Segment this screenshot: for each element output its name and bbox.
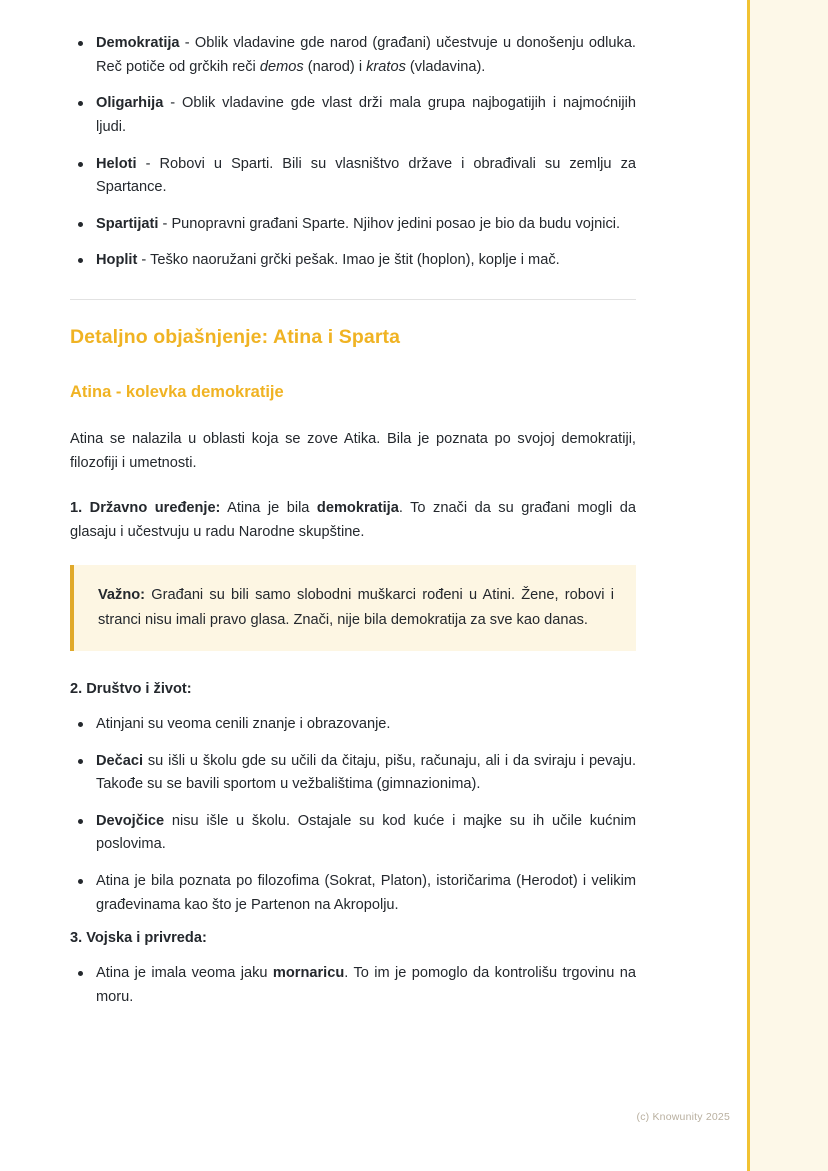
point-1-paragraph (70, 497, 636, 544)
list-item-text-b: . To im je pomoglo da kontrolišu trgovinu na moru. (96, 965, 636, 1005)
glossary-italic-demos: demos (259, 58, 304, 75)
list-item (70, 810, 636, 857)
callout-label: Važno: (98, 586, 146, 603)
callout-text: Građani su bili samo slobodni muškarci rođeni u Atini. Žene, robovi i stranci nisu imali pravo glasa. Znači, nije bila demokratija za sve kao danas. (98, 586, 614, 628)
glossary-text-3: (vladavina). (405, 58, 486, 75)
callout-paragraph (98, 583, 614, 633)
glossary-term: Heloti (96, 155, 137, 172)
list-item (70, 249, 636, 273)
glossary-dash: - (137, 252, 151, 269)
glossary-dash: - (163, 95, 182, 112)
point-2-list (70, 713, 636, 917)
glossary-text: Oblik vladavine gde vlast drži mala grupa najbogatijih i najmoćnijih ljudi. (96, 95, 636, 135)
list-item-text-a: Atina je imala veoma jaku (96, 965, 273, 982)
glossary-term: Demokratija (96, 35, 180, 51)
left-margin (0, 0, 48, 1171)
right-accent-rule (747, 0, 750, 1171)
list-item (70, 870, 636, 917)
list-item (70, 92, 636, 139)
glossary-dash: - (158, 215, 172, 232)
point-3-list (70, 962, 636, 1009)
page-title: Detaljno objašnjenje: Atina i Sparta (70, 326, 401, 349)
glossary-text: Robovi u Sparti. Bili su vlasništvo države i obrađivali su zemlju za Spartance. (96, 155, 636, 196)
list-item (70, 750, 636, 797)
glossary-term: Hoplit (96, 252, 138, 269)
glossary-dash: - (136, 155, 160, 172)
glossary-term: Spartijati (96, 215, 159, 232)
point-2-heading: 2. Društvo i život: (70, 680, 192, 697)
point-3-heading: 3. Vojska i privreda: (70, 930, 207, 947)
list-item-text: su išli u školu gde su učili da čitaju, pišu, računaju, ali i da sviraju i pevaju. Takođe su se bavili sportom u vežbalištima (gimnazionima). (96, 752, 636, 793)
list-item-bold: Dečaci (96, 752, 144, 769)
point-1-text-b: . To znači da su građani mogli da glasaju i učestvuju u radu Narodne skupštine. (70, 500, 636, 541)
list-item-text: Atinjani su veoma cenili znanje i obrazovanje. (96, 715, 391, 732)
list-item-bold: mornaricu (272, 965, 345, 982)
glossary-term: Oligarhija (96, 95, 164, 112)
glossary-italic-kratos: kratos (366, 58, 406, 75)
intro-paragraph: Atina se nalazila u oblasti koja se zove Atika. Bila je poznata po svojoj demokratiji, filozofiji i umetnosti. (70, 431, 636, 471)
list-item-text: Atina je bila poznata po filozofima (Sokrat, Platon), istoričarima (Herodot) i velikim građevinama kao što je Partenon na Akropolju. (96, 873, 636, 913)
glossary-list (70, 32, 636, 273)
list-item (70, 32, 636, 79)
point-1-bold: demokratija (316, 500, 399, 517)
list-item (70, 213, 636, 237)
glossary-text: Teško naoružani grčki pešak. Imao je štit (hoplon), koplje i mač. (150, 252, 560, 269)
footer-copyright: (c) Knowunity 2025 (636, 1111, 730, 1123)
list-item-text: nisu išle u školu. Ostajale su kod kuće i majke su ih učile kućnim poslovima. (96, 812, 636, 853)
glossary-text-2: (narod) i (303, 58, 367, 75)
list-item (70, 713, 636, 737)
important-callout (70, 565, 636, 651)
subsection-title: Atina - kolevka demokratije (70, 383, 284, 402)
point-1-label: 1. Državno uređenje: (70, 500, 221, 517)
list-item (70, 153, 636, 200)
document-content (70, 32, 636, 1023)
glossary-text-1: Oblik vladavine gde narod (građani) učestvuje u donošenju odluka. Reč potiče od grčkih reči (96, 35, 636, 75)
list-item (70, 962, 636, 1009)
list-item-bold: Devojčice (96, 812, 165, 829)
right-decorative-band (750, 0, 828, 1171)
section-divider (70, 299, 636, 300)
point-1-text-a: Atina je bila (220, 500, 317, 517)
glossary-dash: - (179, 35, 195, 51)
glossary-text: Punopravni građani Sparte. Njihov jedini posao je bio da budu vojnici. (171, 215, 621, 232)
